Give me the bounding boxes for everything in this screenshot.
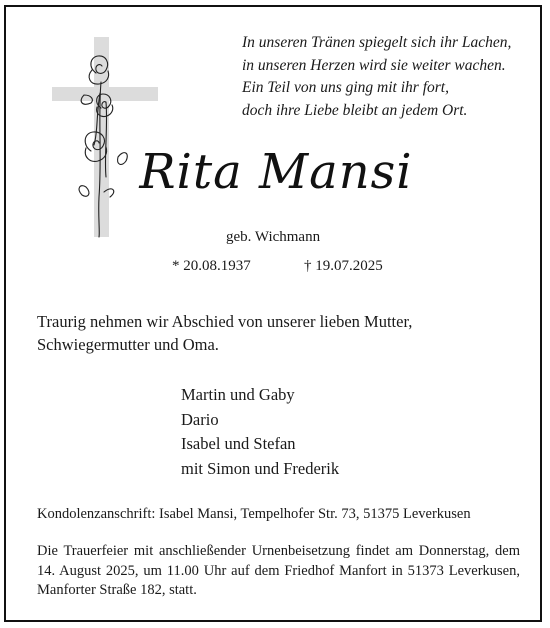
service-info: Die Trauerfeier mit anschließender Urnenbeisetzung findet am Donnerstag, dem 14. August 2025, um 11.00 Uhr auf dem Friedhof Manfort in 51373 Leverkusen, Manforter Straße 182, statt. [37, 543, 520, 598]
mourner-entry: Dario [181, 409, 219, 429]
mourner-entry: mit Simon und Frederik [181, 458, 340, 478]
poem [242, 32, 542, 122]
birth-name: geb. Wichmann [226, 229, 321, 245]
mourner-entry: Isabel und Stefan [181, 434, 296, 453]
cross-with-roses-icon [46, 37, 176, 247]
poem-line: doch ihre Liebe bleibt an jedem Ort. [242, 101, 468, 119]
birth-date: * 20.08.1937 [172, 258, 251, 274]
mourners-list [181, 383, 339, 481]
poem-line: in unseren Herzen wird sie weiter wachen. [242, 56, 506, 74]
mourner-entry: Martin und Gaby [181, 385, 295, 404]
death-date: † 19.07.2025 [304, 258, 383, 274]
poem-line: In unseren Tränen spiegelt sich ihr Lachen, [242, 34, 512, 51]
poem-line: Ein Teil von uns ging mit ihr fort, [242, 79, 449, 96]
intro-line: Traurig nehmen wir Abschied von unserer lieben Mutter, [37, 312, 413, 331]
condolence-address: Kondolenzanschrift: Isabel Mansi, Tempelhofer Str. 73, 51375 Leverkusen [37, 506, 471, 522]
intro-line: Schwiegermutter und Oma. [37, 335, 219, 354]
intro-text [37, 310, 517, 356]
obituary-frame [4, 5, 542, 622]
deceased-name: Rita Mansi [139, 144, 413, 200]
